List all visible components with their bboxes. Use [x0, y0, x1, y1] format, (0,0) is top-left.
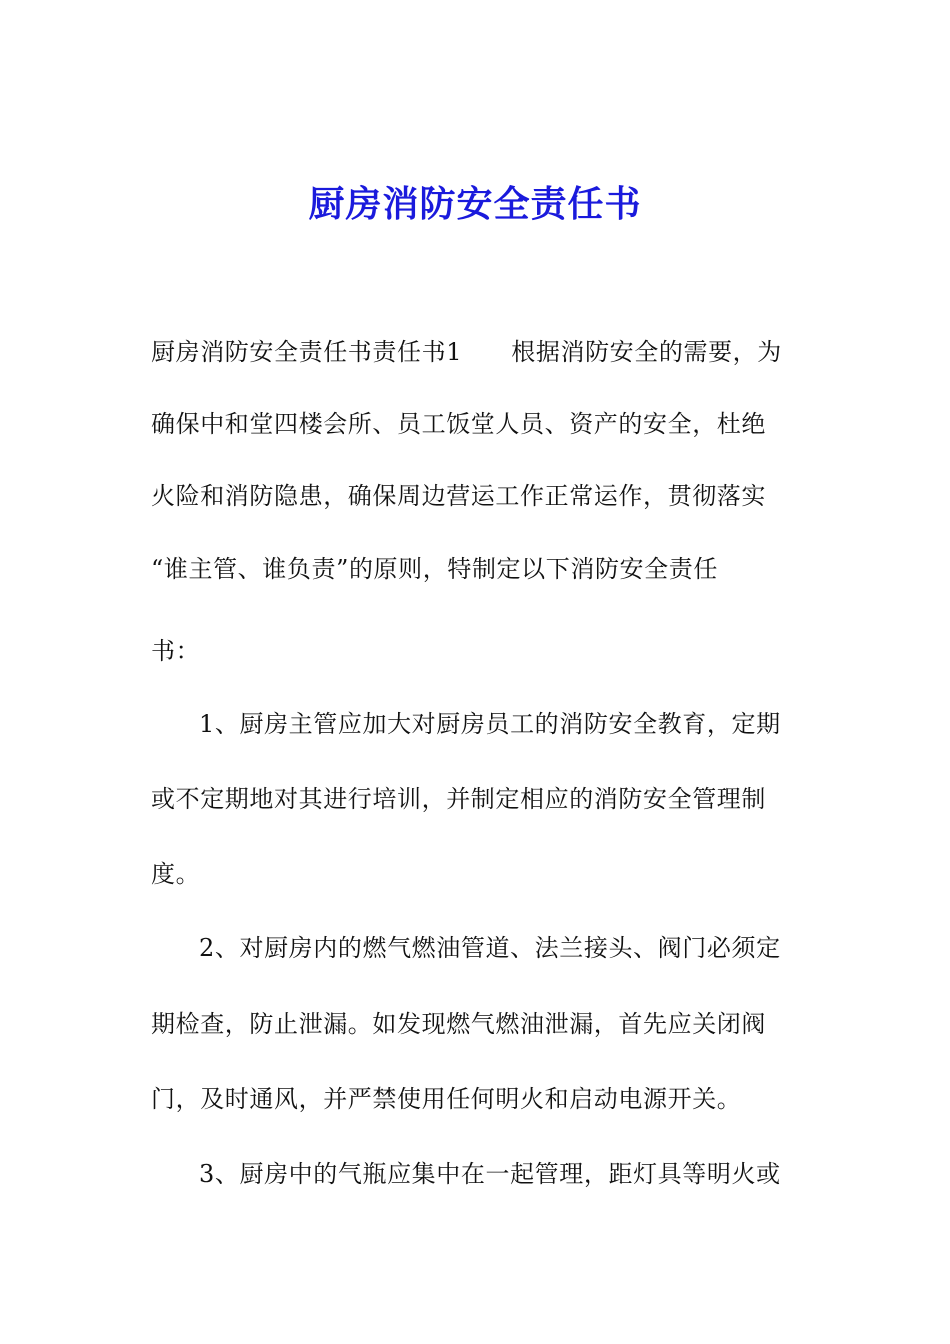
- paragraph-line: 火险和消防隐患，确保周边营运工作正常运作，贯彻落实: [151, 482, 766, 510]
- paragraph-line: 1、厨房主管应加大对厨房员工的消防安全教育，定期: [199, 710, 781, 738]
- paragraph-line: 3、厨房中的气瓶应集中在一起管理，距灯具等明火或: [199, 1160, 781, 1188]
- paragraph-line: 期检查，防止泄漏。如发现燃气燃油泄漏，首先应关闭阀: [151, 1010, 766, 1038]
- paragraph-line: 2、对厨房内的燃气燃油管道、法兰接头、阀门必须定: [199, 934, 781, 962]
- paragraph-line: 书：: [151, 637, 201, 665]
- paragraph-line: “谁主管、谁负责”的原则，特制定以下消防安全责任: [151, 555, 718, 583]
- document-title: 厨房消防安全责任书: [308, 183, 642, 225]
- paragraph-line: 门，及时通风，并严禁使用任何明火和启动电源开关。: [151, 1085, 742, 1113]
- paragraph-line: 确保中和堂四楼会所、员工饭堂人员、资产的安全，杜绝: [151, 410, 766, 438]
- paragraph-line: 厨房消防安全责任书责任书1 根据消防安全的需要，为: [151, 338, 782, 366]
- paragraph-line: 或不定期地对其进行培训，并制定相应的消防安全管理制: [151, 785, 766, 813]
- paragraph-line: 度。: [151, 860, 201, 888]
